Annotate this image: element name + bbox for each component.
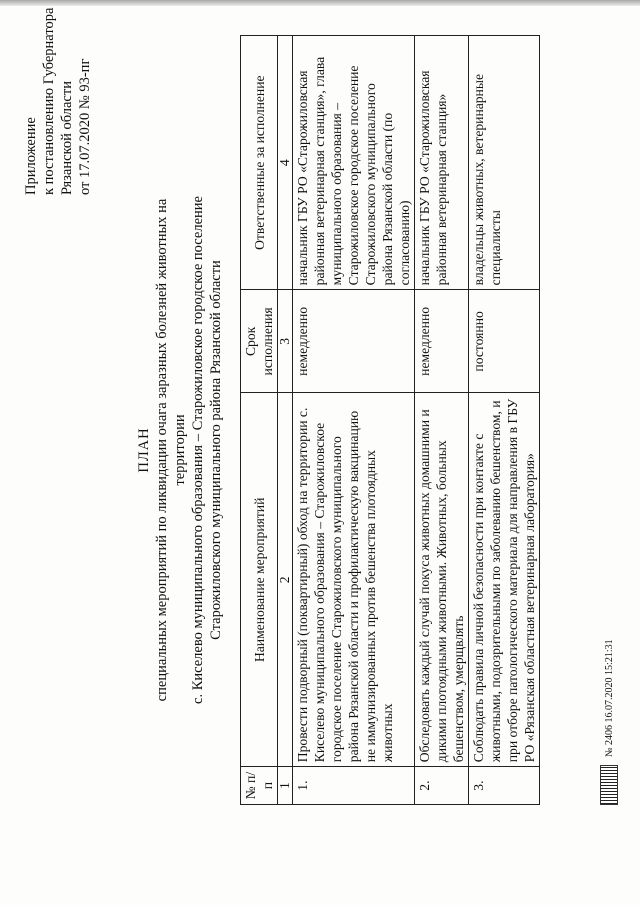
row-term: немедленно bbox=[293, 290, 415, 393]
plan-subtitle: Старожиловского муниципального района Рязанской области bbox=[208, 260, 224, 640]
table-row bbox=[469, 36, 540, 805]
row-num: 1. bbox=[293, 767, 415, 805]
registry-stamp bbox=[600, 639, 618, 805]
plan-subtitle: специальных мероприятий по ликвидации очага заразных болезней животных на территории bbox=[154, 198, 188, 702]
row-term: постоянно bbox=[469, 290, 540, 393]
row-term: немедленно bbox=[415, 290, 469, 393]
appendix-date: от 17.07.2020 № 93-пг bbox=[77, 58, 93, 195]
column-number: 3 bbox=[278, 290, 293, 393]
plan-title: ПЛАН bbox=[136, 427, 152, 473]
appendix-block bbox=[22, 7, 94, 195]
barcode-icon bbox=[600, 765, 618, 805]
column-number: 4 bbox=[278, 36, 293, 290]
appendix-line: к постановлению Губернатора bbox=[41, 7, 57, 195]
measures-table bbox=[240, 35, 540, 805]
row-responsible: начальник ГБУ РО «Старожиловская районная ветеринарная станция» bbox=[415, 36, 469, 290]
table-row bbox=[415, 36, 469, 805]
row-responsible: владельцы животных, ветеринарные специалисты bbox=[469, 36, 540, 290]
table-row bbox=[293, 36, 415, 805]
row-responsible: начальник ГБУ РО «Старожиловская районная ветеринарная станция», глава муниципального образования – Старожиловское городское поселение Старожиловского муниципального района Рязанской области (по согласованию) bbox=[293, 36, 415, 290]
column-number: 2 bbox=[278, 393, 293, 767]
column-number-row bbox=[278, 36, 293, 805]
row-num: 2. bbox=[415, 767, 469, 805]
column-number: 1 bbox=[278, 767, 293, 805]
header-action: Наименование мероприятий bbox=[241, 393, 278, 767]
header-responsible: Ответственные за исполнение bbox=[241, 36, 278, 290]
header-num: № п/п bbox=[241, 767, 278, 805]
row-action: Соблюдать правила личной безопасности при контакте с животными, подозрительными по заболеванию бешенством, и при отборе патологического материала для направления в ГБУ РО «Рязанская областная ветеринарная лаборатория» bbox=[469, 393, 540, 767]
plan-subtitle: с. Киселево муниципального образования – Старожиловское городское поселение bbox=[190, 196, 206, 704]
row-action: Обследовать каждый случай покуса животных домашними и дикими плотоядными животными. Животных, больных бешенством, умерщвлять bbox=[415, 393, 469, 767]
row-action: Провести подворный (поквартирный) обход на территории с. Киселево муниципального образования – Старожиловское городское поселение Старожиловского муниципального района Рязанской области и профилактическую вакцинацию не иммунизированных против бешенства плотоядных животных bbox=[293, 393, 415, 767]
table-header-row bbox=[241, 36, 278, 805]
appendix-line: Приложение bbox=[23, 117, 39, 195]
row-num: 3. bbox=[469, 767, 540, 805]
registry-number: № 2406 16.07.2020 15:21:31 bbox=[603, 639, 615, 757]
plan-heading bbox=[135, 170, 225, 730]
appendix-line: Рязанской области bbox=[59, 81, 75, 195]
header-term: Срок исполнения bbox=[241, 290, 278, 393]
